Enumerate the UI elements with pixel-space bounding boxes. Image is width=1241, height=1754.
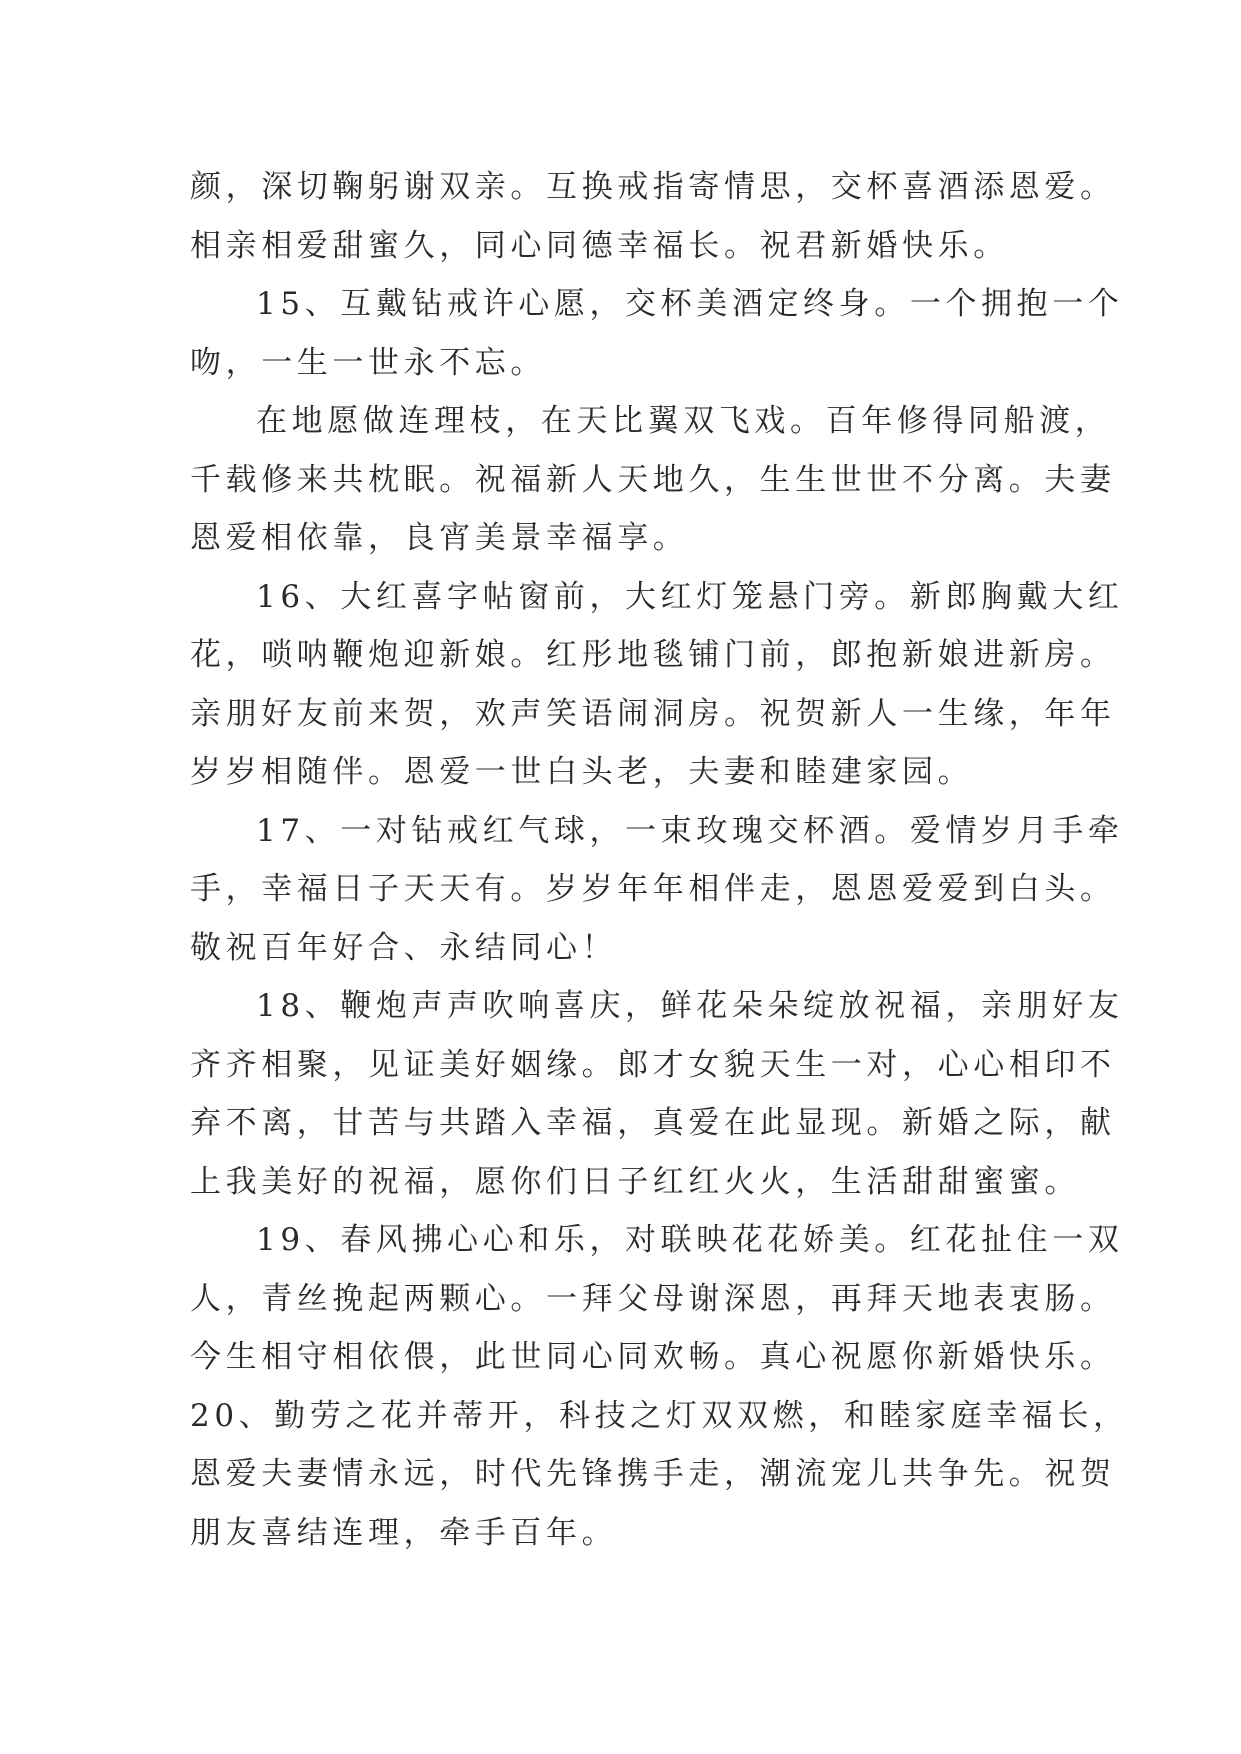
- text-line: 今生相守相依偎，此世同心同欢畅。真心祝愿你新婚快乐。: [190, 1339, 1116, 1375]
- text-line: 17、一对钻戒红气球，一束玫瑰交杯酒。爱情岁月手牵: [256, 812, 1124, 849]
- text-line: 弃不离，甘苦与共踏入幸福，真爱在此显现。新婚之际，献: [190, 1105, 1116, 1141]
- text-line: 千载修来共枕眠。祝福新人天地久，生生世世不分离。夫妻: [190, 461, 1116, 498]
- text-line: 花，唢呐鞭炮迎新娘。红彤地毯铺门前，郎抱新娘进新房。: [190, 637, 1116, 673]
- text-line: 亲朋好友前来贺，欢声笑语闹洞房。祝贺新人一生缘，年年: [190, 695, 1116, 732]
- text-line: 朋友喜结连理，牵手百年。: [190, 1514, 618, 1551]
- text-line: 吻，一生一世永不忘。: [190, 344, 546, 381]
- text-line: 恩爱夫妻情永远，时代先锋携手走，潮流宠儿共争先。祝贺: [190, 1456, 1116, 1492]
- text-line: 相亲相爱甜蜜久，同心同德幸福长。祝君新婚快乐。: [190, 227, 1009, 264]
- text-line: 齐齐相聚，见证美好姻缘。郎才女貌天生一对，心心相印不: [190, 1046, 1116, 1083]
- text-line: 15、互戴钻戒许心愿，交杯美酒定终身。一个拥抱一个: [256, 286, 1124, 322]
- text-line: 上我美好的祝福，愿你们日子红红火火，生活甜甜蜜蜜。: [190, 1163, 1080, 1200]
- text-line: 20、勤劳之花并蒂开，科技之灯双双燃，和睦家庭幸福长，: [190, 1397, 1129, 1434]
- text-line: 手，幸福日子天天有。岁岁年年相伴走，恩恩爱爱到白头。: [190, 871, 1116, 907]
- text-line: 岁岁相随伴。恩爱一世白头老，夫妻和睦建家园。: [190, 754, 974, 790]
- text-line: 16、大红喜字帖窗前，大红灯笼悬门旁。新郎胸戴大红: [256, 578, 1124, 615]
- text-line: 19、春风拂心心和乐，对联映花花娇美。红花扯住一双: [256, 1222, 1124, 1258]
- text-line: 在地愿做连理枝，在天比翼双飞戏。百年修得同船渡，: [256, 403, 1111, 439]
- text-line: 18、鞭炮声声吹响喜庆，鲜花朵朵绽放祝福，亲朋好友: [256, 988, 1124, 1024]
- text-line: 颜，深切鞠躬谢双亲。互换戒指寄情思，交杯喜酒添恩爱。: [190, 169, 1116, 205]
- text-line: 恩爱相依靠，良宵美景幸福享。: [190, 520, 689, 556]
- text-line: 人，青丝挽起两颗心。一拜父母谢深恩，再拜天地表衷肠。: [190, 1280, 1116, 1317]
- document-body: [190, 158, 1129, 1562]
- text-line: 敬祝百年好合、永结同心！: [190, 929, 618, 966]
